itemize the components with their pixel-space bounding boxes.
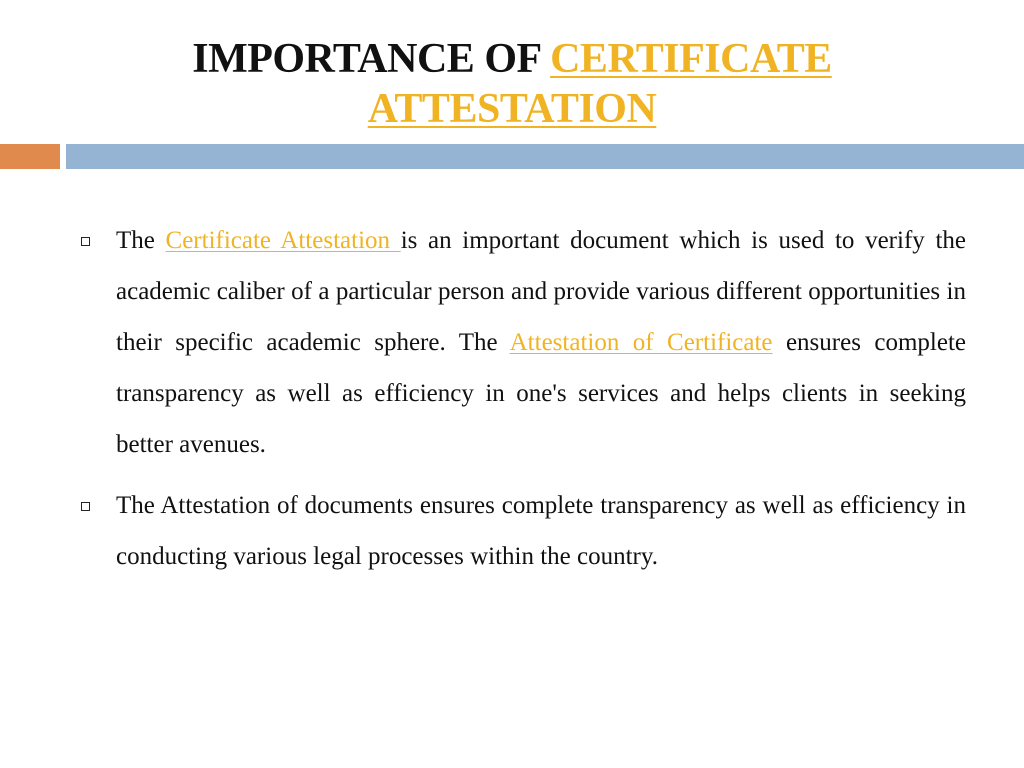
- bullet-item-2: [76, 480, 966, 582]
- bullet-list: [76, 215, 966, 592]
- square-bullet-icon: [81, 502, 90, 511]
- square-bullet-icon: [81, 237, 90, 246]
- title-prefix: IMPORTANCE OF: [192, 36, 551, 82]
- accent-bar-blue: [66, 144, 1024, 169]
- bullet-item-1: [76, 215, 966, 470]
- bullet-1-text-c: ensures complete transparency as well as efficiency in one's services and helps clients in seeking better avenues.: [116, 329, 967, 458]
- accent-bar-orange: [0, 144, 60, 169]
- certificate-attestation-link[interactable]: Certificate Attestation: [165, 227, 401, 254]
- title-link-attestation[interactable]: ATTESTATION: [367, 86, 657, 132]
- slide-title: [0, 34, 1024, 134]
- attestation-of-certificate-link[interactable]: Attestation of Certificate: [509, 329, 773, 356]
- title-link-certificate[interactable]: CERTIFICATE: [550, 36, 832, 82]
- bullet-1-text-a: The: [116, 227, 166, 254]
- bullet-2-text: The Attestation of documents ensures complete transparency as well as efficiency in conducting various legal processes within the country.: [116, 492, 966, 570]
- bullet-1-text-b: is an important document which is used to verify the academic caliber of a particular person and provide various different opportunities in their specific academic sphere. The: [116, 227, 966, 356]
